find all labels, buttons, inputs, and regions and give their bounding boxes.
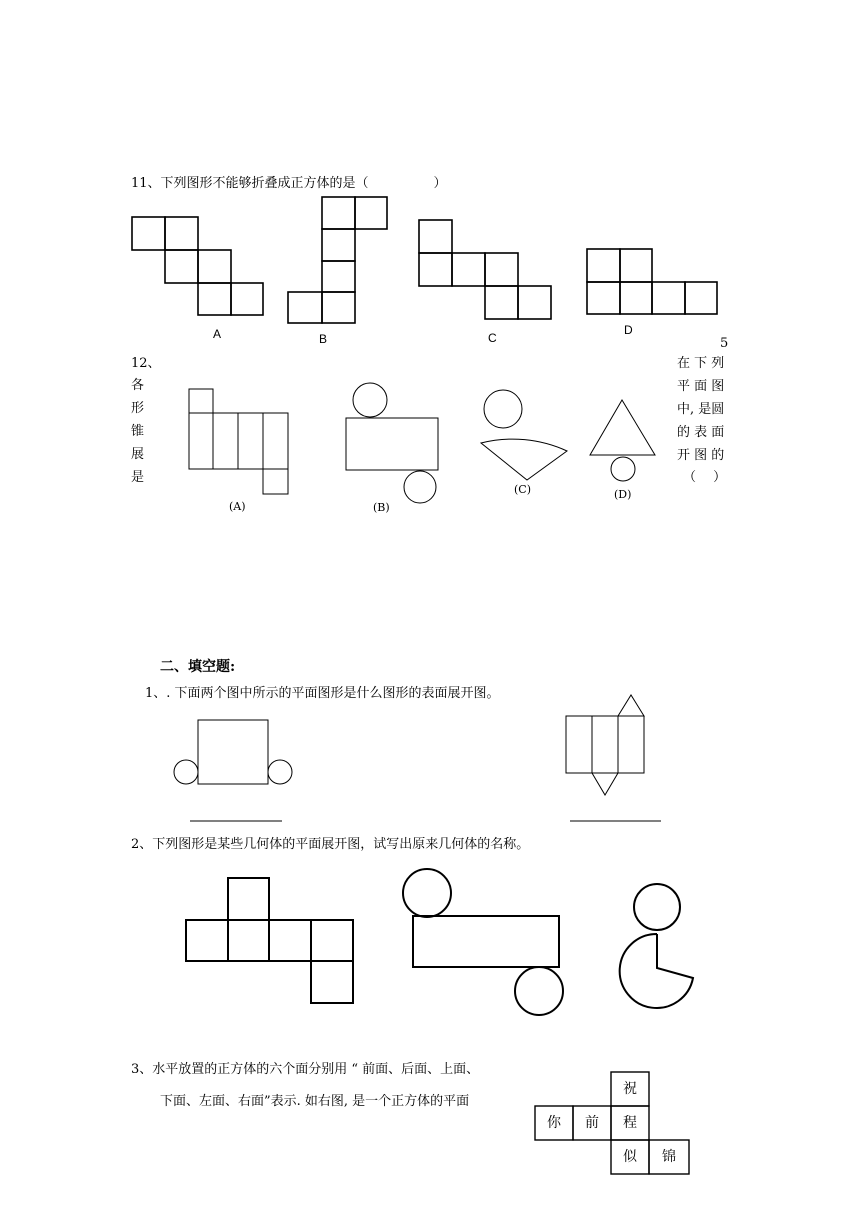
q12-left-col-1: 各 [131,378,145,393]
q12-left-col-0: 12、 [131,356,161,371]
q12-figure-d [590,400,655,481]
section-2-question-1: 1、. 下面两个图中所示的平面图形是什么图形的表面展开图。 [145,686,500,701]
q12-option-b: (B) [373,501,390,514]
q12-figure-a [189,389,288,494]
q12-option-d: (D) [614,488,632,501]
q12-figure-c [481,390,567,480]
q11-net-b [288,197,387,323]
s2q2-cube-net [186,878,353,1003]
net-cell-ni: 你 [547,1115,561,1131]
section-2-question-2: 2、下列图形是某些几何体的平面展开图，试写出原来几何体的名称。 [131,837,530,852]
q12-right-col-2: 中, 是圆 [677,402,725,417]
q12-left-col-3: 锥 [131,424,145,439]
net-cell-cheng: 程 [623,1115,637,1131]
q12-left-col-5: 是 [131,470,145,485]
q11-option-a: A [213,327,222,341]
q12-number: 5 [720,336,729,351]
q11-net-a [132,217,263,315]
q12-right-col-0: 在 下 列 [677,356,725,371]
q12-right-col-5: （ ） [683,470,727,485]
q11-net-c [419,220,551,319]
q12-figure-b [346,383,438,503]
s2q2-cylinder-net [403,869,563,1015]
question-11-text: 11、下列图形不能够折叠成正方体的是（ ） [131,176,447,191]
s2q1-prism-net [566,695,644,795]
net-cell-jin: 锦 [662,1149,676,1165]
q11-option-b: B [319,332,328,346]
s2q1-cylinder-net [174,720,292,784]
net-cell-si: 似 [623,1149,637,1165]
q12-option-a: (A) [229,500,246,513]
q12-right-col-4: 开 图 的 [677,448,725,463]
section-2-title: 二、填空题: [160,659,236,675]
q11-option-c: C [488,331,497,345]
q12-left-col-4: 展 [131,447,145,462]
section-2-question-3-line-2: 下面、左面、右面”表示. 如右图, 是一个正方体的平面 [160,1094,470,1109]
section-2-question-3-line-1: 3、水平放置的正方体的六个面分别用 “ 前面、后面、上面、 [131,1062,480,1077]
s2q2-cone-net [620,884,693,1008]
net-cell-qian: 前 [585,1115,599,1131]
q12-right-col-3: 的 表 面 [677,425,725,440]
q12-option-c: (C) [514,483,531,496]
q12-left-col-2: 形 [131,401,145,416]
q12-right-col-1: 平 面 图 [677,379,725,394]
q11-option-d: D [624,323,633,337]
q11-net-d [587,249,717,314]
net-cell-zhu: 祝 [623,1081,637,1097]
